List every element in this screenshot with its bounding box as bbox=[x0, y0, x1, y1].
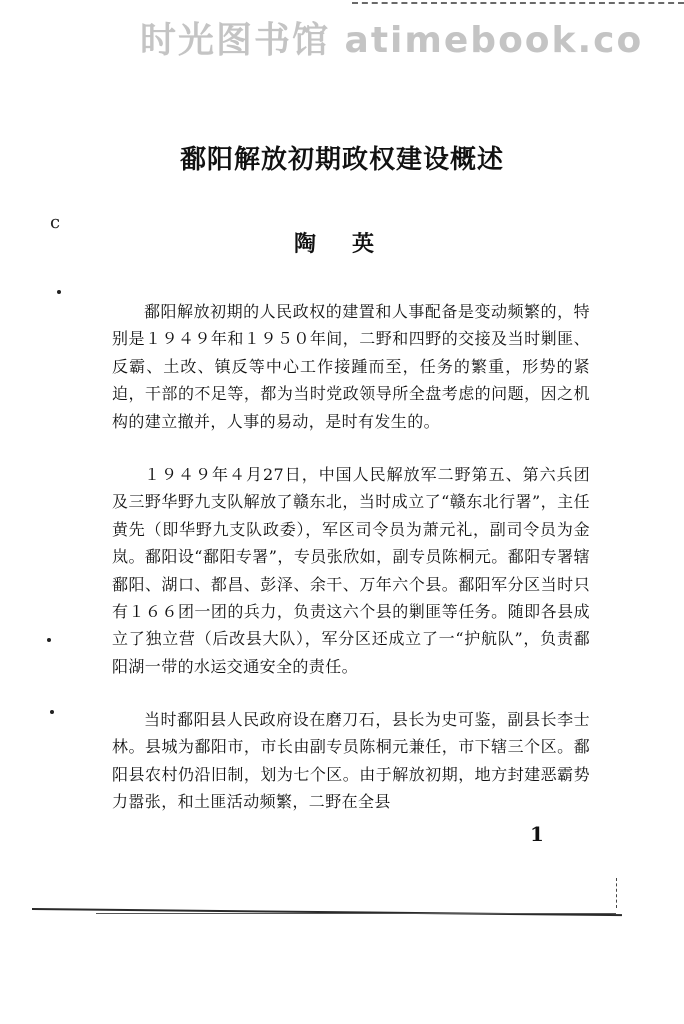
body-paragraph: 当时鄱阳县人民政府设在磨刀石，县长为史可鉴，副县长李士林。县城为鄱阳市，市长由副专员陈桐元兼任，市下辖三个区。鄱阳县农村仍沿旧制，划为七个区。由于解放初期，地方封建恶霸势力嚣张，和土匪活动频繁，二野在全县 bbox=[112, 710, 590, 812]
body-paragraph: １９４９年４月27日，中国人民解放军二野第五、第六兵团及三野华野九支队解放了赣东北，当时成立了“赣东北行署”，主任黄先（即华野九支队政委），军区司令员为萧元礼，副司令员为金岚。鄱阳设“鄱阳专署”，专员张欣如，副专员陈桐元。鄱阳专署辖鄱阳、湖口、都昌、彭泽、余干、万年六个县。鄱阳军分区当时只有１６６团一团的兵力，负责这六个县的剿匪等任务。随即各县成立了独立营（后改县大队），军分区还成立了一“护航队”，负责鄱阳湖一带的水运交通安全的责任。 bbox=[112, 465, 590, 676]
scan-speck bbox=[50, 710, 54, 714]
page-number: 1 bbox=[530, 822, 544, 846]
scan-top-dashes bbox=[352, 2, 684, 12]
scan-bottom-edge-shadow bbox=[96, 913, 616, 914]
scan-speck bbox=[47, 638, 51, 642]
author-name: 陶英 bbox=[294, 231, 411, 257]
scan-corner-artifact bbox=[616, 878, 631, 908]
page-title: 鄱阳解放初期政权建设概述 bbox=[179, 145, 504, 175]
watermark: 时光图书馆 atimebook.co bbox=[140, 20, 644, 61]
margin-mark: c bbox=[50, 212, 61, 233]
body-paragraph: 鄱阳解放初期的人民政权的建置和人事配备是变动频繁的，特别是１９４９年和１９５０年间，二野和四野的交接及当时剿匪、反霸、土改、镇反等中心工作接踵而至，任务的繁重，形势的紧迫，干部的不足等，都为当时党政领导所全盘考虑的问题，因之机构的建立撤并，人事的易动，是时有发生的。 bbox=[112, 302, 590, 431]
scan-speck bbox=[57, 290, 61, 294]
